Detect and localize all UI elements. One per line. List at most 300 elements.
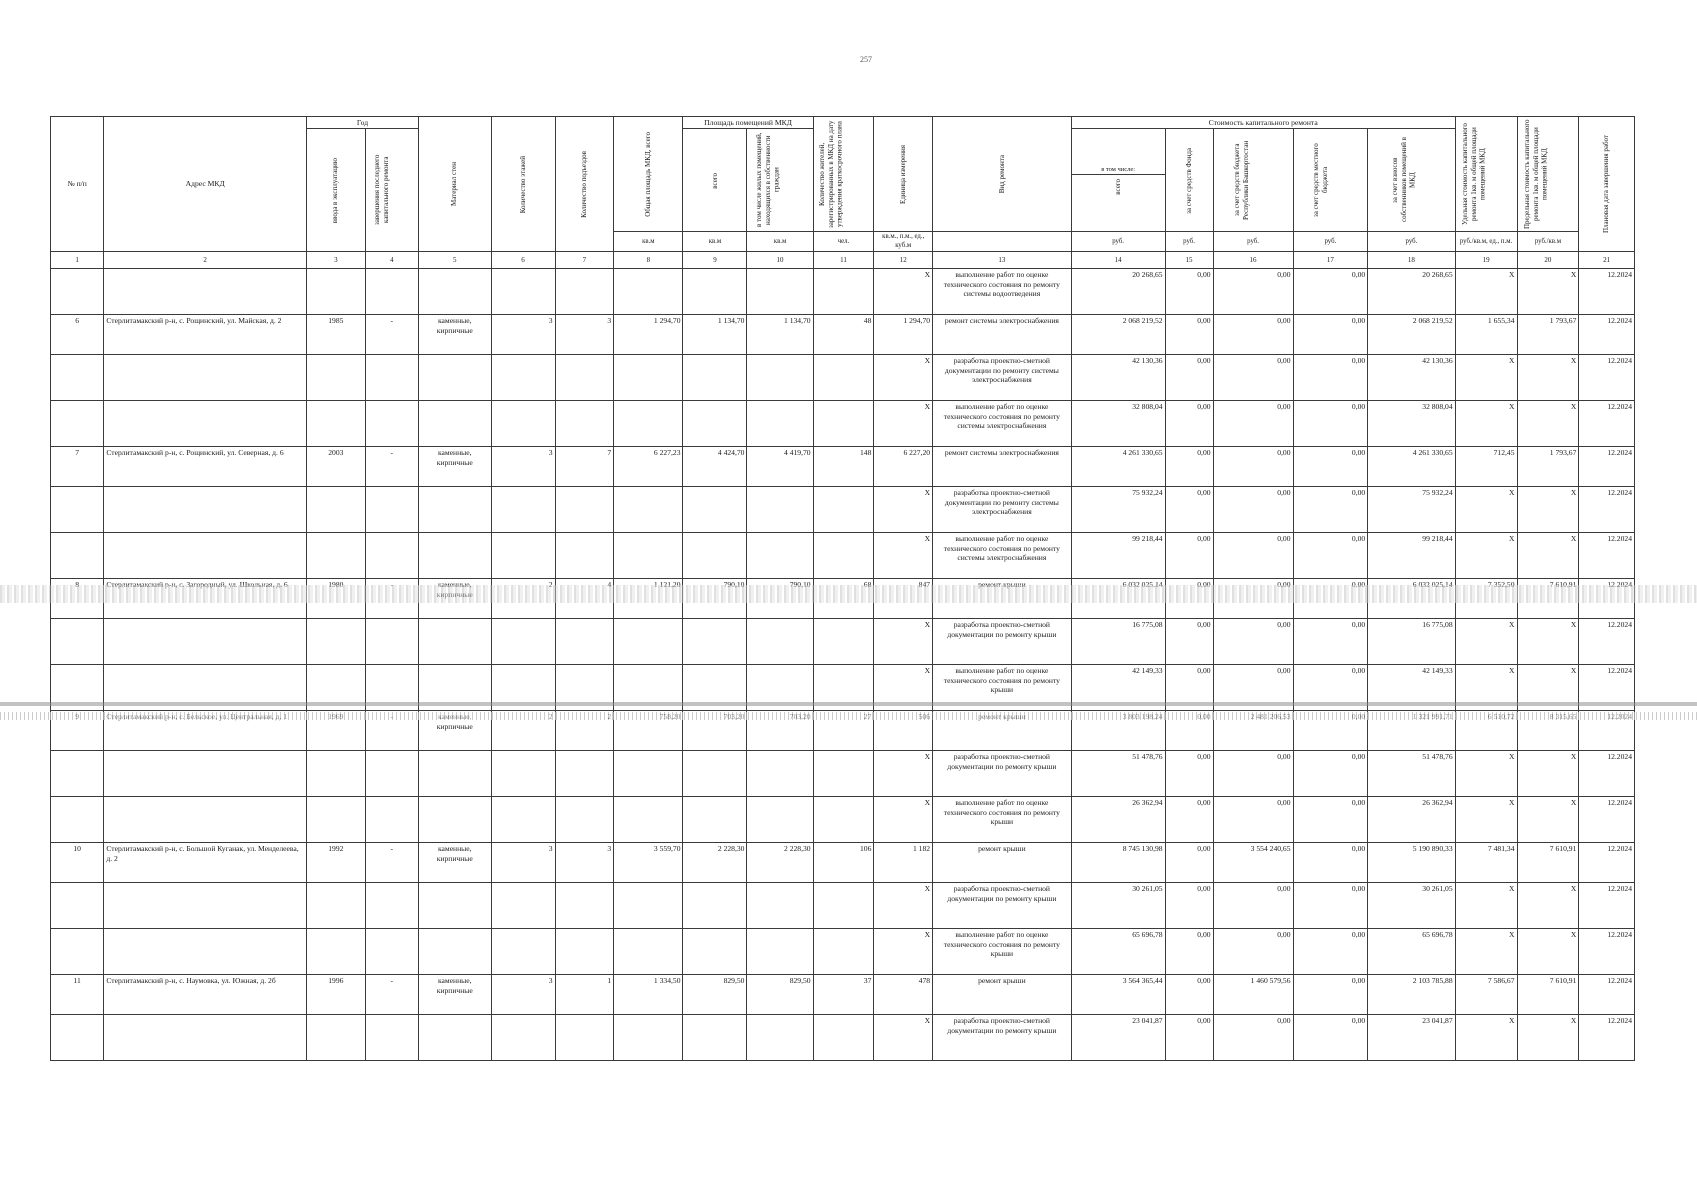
cell-material: каменные, кирпичные: [418, 315, 491, 355]
cell-unit: Х: [874, 665, 933, 711]
cell-owners: 42 149,33: [1368, 665, 1455, 711]
column-number: 5: [418, 252, 491, 269]
table-row: [51, 447, 1635, 487]
cell-people: [813, 883, 874, 929]
cell-local: 0,00: [1293, 929, 1368, 975]
cell-address: [104, 751, 307, 797]
cell-area_all: [683, 269, 747, 315]
cell-address: Стерлитамакский р-н, с. Рощинский, ул. Северная, д. 6: [104, 447, 307, 487]
cell-material: [418, 401, 491, 447]
cell-work: выполнение работ по оценке технического состояния по ремонту системы водоотведения: [933, 269, 1072, 315]
cell-address: [104, 1015, 307, 1061]
unit-cell: руб.: [1213, 232, 1293, 252]
cell-spec: 7 481,34: [1455, 843, 1517, 883]
cell-unit: Х: [874, 1015, 933, 1061]
cell-limit: 7 610,91: [1517, 579, 1579, 619]
cell-floors: [491, 401, 555, 447]
cell-owners: 32 808,04: [1368, 401, 1455, 447]
cell-area_res: [747, 269, 813, 315]
cell-num: 8: [51, 579, 104, 619]
cell-num: [51, 883, 104, 929]
cell-spec: Х: [1455, 619, 1517, 665]
cell-spec: Х: [1455, 751, 1517, 797]
table-body: [51, 269, 1635, 1061]
cell-spec: 1 655,34: [1455, 315, 1517, 355]
cell-rb: 0,00: [1213, 533, 1293, 579]
cell-spec: 7 352,50: [1455, 579, 1517, 619]
cell-area_all: 829,50: [683, 975, 747, 1015]
cell-year2: [365, 355, 418, 401]
cell-total: 6 032 025,14: [1071, 579, 1165, 619]
cell-rb: 3 554 240,65: [1213, 843, 1293, 883]
cell-entr: [555, 487, 614, 533]
cell-area: [614, 533, 683, 579]
cell-num: 11: [51, 975, 104, 1015]
cell-area_all: [683, 883, 747, 929]
cell-num: 6: [51, 315, 104, 355]
cell-material: [418, 883, 491, 929]
header-specific-cost: Удельная стоимость капитального ремонта 1кв. м общей площади помещений МКД: [1455, 117, 1517, 232]
cell-material: каменные, кирпичные: [418, 975, 491, 1015]
cell-spec: Х: [1455, 929, 1517, 975]
cell-material: каменные, кирпичные: [418, 843, 491, 883]
table-row: [51, 1015, 1635, 1061]
cell-rb: 0,00: [1213, 1015, 1293, 1061]
cell-limit: 1 793,67: [1517, 447, 1579, 487]
header-cost-republic: за счет средств бюджета Республики Башкортостан: [1213, 129, 1293, 232]
table-row: [51, 401, 1635, 447]
cell-year2: [365, 1015, 418, 1061]
cell-entr: [555, 269, 614, 315]
column-number: 19: [1455, 252, 1517, 269]
cell-people: [813, 355, 874, 401]
cell-entr: [555, 929, 614, 975]
cell-year1: [306, 533, 365, 579]
column-number: 4: [365, 252, 418, 269]
cell-total: 99 218,44: [1071, 533, 1165, 579]
cell-unit: Х: [874, 883, 933, 929]
cell-year1: [306, 619, 365, 665]
cell-date: 12.2024: [1579, 975, 1635, 1015]
cell-fund: 0,00: [1165, 883, 1213, 929]
cell-address: [104, 883, 307, 929]
cell-people: 48: [813, 315, 874, 355]
cell-year2: [365, 533, 418, 579]
cell-material: [418, 355, 491, 401]
cell-year1: 1985: [306, 315, 365, 355]
cell-entr: 4: [555, 579, 614, 619]
cell-date: 12.2024: [1579, 1015, 1635, 1061]
cell-local: 0,00: [1293, 579, 1368, 619]
cell-area_res: 1 134,70: [747, 315, 813, 355]
cell-year1: [306, 269, 365, 315]
cell-material: каменные, кирпичные: [418, 579, 491, 619]
unit-cell: чел.: [813, 232, 874, 252]
cell-year2: [365, 401, 418, 447]
cell-owners: 20 268,65: [1368, 269, 1455, 315]
cell-people: [813, 929, 874, 975]
cell-rb: 0,00: [1213, 797, 1293, 843]
cell-year2: [365, 269, 418, 315]
cell-people: [813, 401, 874, 447]
cell-address: [104, 797, 307, 843]
cell-entr: 3: [555, 843, 614, 883]
cell-entr: [555, 751, 614, 797]
cell-year2: [365, 929, 418, 975]
cell-area_res: [747, 1015, 813, 1061]
header-address: Адрес МКД: [104, 117, 307, 252]
cell-people: 148: [813, 447, 874, 487]
cell-entr: [555, 619, 614, 665]
cell-date: 12.2024: [1579, 929, 1635, 975]
cell-owners: 42 130,36: [1368, 355, 1455, 401]
cell-entr: [555, 1015, 614, 1061]
cell-year1: [306, 751, 365, 797]
cell-area_all: [683, 487, 747, 533]
table-row: [51, 751, 1635, 797]
cell-area_all: 1 134,70: [683, 315, 747, 355]
cell-area: [614, 619, 683, 665]
cell-entr: 7: [555, 447, 614, 487]
cell-unit: Х: [874, 269, 933, 315]
cell-owners: 2 068 219,52: [1368, 315, 1455, 355]
cell-total: 51 478,76: [1071, 751, 1165, 797]
cell-fund: 0,00: [1165, 843, 1213, 883]
cell-material: [418, 487, 491, 533]
cell-area_all: [683, 619, 747, 665]
cell-limit: 1 793,67: [1517, 315, 1579, 355]
cell-spec: Х: [1455, 533, 1517, 579]
cell-material: [418, 533, 491, 579]
cell-date: 12.2024: [1579, 579, 1635, 619]
cell-area_all: [683, 533, 747, 579]
cell-owners: 75 932,24: [1368, 487, 1455, 533]
cell-floors: 3: [491, 315, 555, 355]
cell-spec: Х: [1455, 487, 1517, 533]
cell-fund: 0,00: [1165, 975, 1213, 1015]
cell-year1: [306, 401, 365, 447]
cell-unit: 1 294,70: [874, 315, 933, 355]
cell-material: [418, 929, 491, 975]
cell-work: разработка проектно-сметной документации по ремонту системы электроснабжения: [933, 487, 1072, 533]
cell-area: [614, 269, 683, 315]
cell-work: ремонт крыши: [933, 975, 1072, 1015]
table-row: [51, 843, 1635, 883]
cell-total: 65 696,78: [1071, 929, 1165, 975]
cell-area_res: [747, 401, 813, 447]
column-number: 1: [51, 252, 104, 269]
cell-limit: 7 610,91: [1517, 843, 1579, 883]
cell-date: 12.2024: [1579, 619, 1635, 665]
cell-rb: 0,00: [1213, 751, 1293, 797]
cell-unit: Х: [874, 533, 933, 579]
cell-people: 68: [813, 579, 874, 619]
cell-area_res: [747, 533, 813, 579]
cell-limit: Х: [1517, 929, 1579, 975]
cell-address: [104, 533, 307, 579]
header-cost-owners: за счет взносов собственников помещений в МКД: [1368, 129, 1455, 232]
cell-date: 12.2024: [1579, 533, 1635, 579]
cell-area: [614, 1015, 683, 1061]
cell-owners: 23 041,87: [1368, 1015, 1455, 1061]
cell-limit: 7 610,91: [1517, 975, 1579, 1015]
unit-cell: руб./кв.м: [1517, 232, 1579, 252]
column-number: 2: [104, 252, 307, 269]
cell-entr: [555, 355, 614, 401]
column-number: 16: [1213, 252, 1293, 269]
header-cost-total: в том числе: всего: [1071, 129, 1165, 232]
cell-work: ремонт крыши: [933, 579, 1072, 619]
cell-spec: 712,45: [1455, 447, 1517, 487]
cell-floors: 3: [491, 975, 555, 1015]
cell-num: 10: [51, 843, 104, 883]
cell-work: ремонт крыши: [933, 843, 1072, 883]
cell-limit: Х: [1517, 797, 1579, 843]
cell-num: [51, 1015, 104, 1061]
cell-spec: Х: [1455, 797, 1517, 843]
cell-spec: Х: [1455, 401, 1517, 447]
cell-fund: 0,00: [1165, 929, 1213, 975]
cell-spec: Х: [1455, 883, 1517, 929]
unit-cell: кв.м: [683, 232, 747, 252]
header-area-group: Площадь помещений МКД: [683, 117, 813, 129]
table-row: [51, 487, 1635, 533]
header-work-type: Вид ремонта: [933, 117, 1072, 232]
cell-date: 12.2024: [1579, 751, 1635, 797]
cell-year2: [365, 487, 418, 533]
cell-area_res: [747, 797, 813, 843]
cell-material: кирпичные: [418, 711, 491, 751]
cell-owners: 16 775,08: [1368, 619, 1455, 665]
cell-owners: 65 696,78: [1368, 929, 1455, 975]
cell-owners: 99 218,44: [1368, 533, 1455, 579]
cell-rb: 0,00: [1213, 447, 1293, 487]
cell-address: Стерлитамакский р-н, с. Загородный, ул. Школьная, д. 6: [104, 579, 307, 619]
cell-entr: 3: [555, 315, 614, 355]
column-number: 18: [1368, 252, 1455, 269]
unit-cell: руб.: [1165, 232, 1213, 252]
cell-work: ремонт системы электроснабжения: [933, 447, 1072, 487]
cell-fund: 0,00: [1165, 269, 1213, 315]
cell-local: 0,00: [1293, 797, 1368, 843]
cell-total: 42 130,36: [1071, 355, 1165, 401]
cell-work: разработка проектно-сметной документации по ремонту крыши: [933, 1015, 1072, 1061]
cell-limit: Х: [1517, 533, 1579, 579]
table-row: [51, 797, 1635, 843]
cell-year1: 1992: [306, 843, 365, 883]
cell-fund: 0,00: [1165, 579, 1213, 619]
cell-floors: [491, 751, 555, 797]
cell-total: 3 564 365,44: [1071, 975, 1165, 1015]
cell-year1: 2003: [306, 447, 365, 487]
cell-num: [51, 355, 104, 401]
cell-area: [614, 929, 683, 975]
column-number: 7: [555, 252, 614, 269]
cell-num: [51, 533, 104, 579]
cell-year1: [306, 355, 365, 401]
cell-local: 0,00: [1293, 665, 1368, 711]
header-entrances: Количество подъездов: [555, 117, 614, 252]
cell-owners: 51 478,76: [1368, 751, 1455, 797]
cell-address: [104, 355, 307, 401]
unit-cell: руб.: [1368, 232, 1455, 252]
cell-rb: 0,00: [1213, 883, 1293, 929]
cell-year2: -: [365, 579, 418, 619]
cell-people: [813, 1015, 874, 1061]
cell-limit: Х: [1517, 269, 1579, 315]
cell-unit: Х: [874, 797, 933, 843]
cell-work: выполнение работ по оценке технического состояния по ремонту системы электроснабжения: [933, 401, 1072, 447]
cell-area_all: [683, 355, 747, 401]
cell-entr: 1: [555, 975, 614, 1015]
cell-people: [813, 533, 874, 579]
cell-people: 37: [813, 975, 874, 1015]
header-area-residents: в том числе жилых помещений, находящихся в собственности граждан: [747, 129, 813, 232]
cell-floors: [491, 619, 555, 665]
cell-address: [104, 929, 307, 975]
cell-local: 0,00: [1293, 269, 1368, 315]
cell-date: 12.2024: [1579, 447, 1635, 487]
cell-num: [51, 619, 104, 665]
cell-area_all: [683, 751, 747, 797]
cell-limit: Х: [1517, 355, 1579, 401]
cell-unit: Х: [874, 487, 933, 533]
cell-spec: 7 586,67: [1455, 975, 1517, 1015]
cell-rb: 0,00: [1213, 929, 1293, 975]
header-cost-fund: за счет средств Фонда: [1165, 129, 1213, 232]
cell-area_all: [683, 797, 747, 843]
cell-fund: 0,00: [1165, 447, 1213, 487]
cell-total: 16 775,08: [1071, 619, 1165, 665]
cell-material: [418, 751, 491, 797]
cell-unit: 1 182: [874, 843, 933, 883]
unit-cell: кв.м: [614, 232, 683, 252]
cell-area: [614, 797, 683, 843]
column-number: 10: [747, 252, 813, 269]
header-cost-incl: в том числе:: [1072, 166, 1165, 175]
cell-area: [614, 487, 683, 533]
header-units-measure: Единица измерения: [874, 117, 933, 232]
cell-floors: [491, 929, 555, 975]
cell-local: 0,00: [1293, 487, 1368, 533]
scan-noise-line: [0, 702, 1697, 706]
cell-spec: Х: [1455, 269, 1517, 315]
cell-fund: 0,00: [1165, 751, 1213, 797]
cell-limit: Х: [1517, 401, 1579, 447]
cell-material: [418, 619, 491, 665]
cell-fund: 0,00: [1165, 1015, 1213, 1061]
cell-limit: Х: [1517, 1015, 1579, 1061]
scan-noise-band: [0, 585, 1697, 603]
cell-entr: [555, 797, 614, 843]
cell-year2: -: [365, 315, 418, 355]
cell-limit: Х: [1517, 751, 1579, 797]
cell-local: 0,00: [1293, 843, 1368, 883]
cell-rb: 1 460 579,56: [1213, 975, 1293, 1015]
cell-area: 1 334,50: [614, 975, 683, 1015]
table-header: [51, 117, 1635, 269]
cell-work: разработка проектно-сметной документации по ремонту крыши: [933, 751, 1072, 797]
cell-address: [104, 619, 307, 665]
header-area-total: всего: [683, 129, 747, 232]
cell-total: 4 261 330,65: [1071, 447, 1165, 487]
cell-limit: Х: [1517, 883, 1579, 929]
table-row: [51, 929, 1635, 975]
cell-num: [51, 751, 104, 797]
cell-rb: 0,00: [1213, 579, 1293, 619]
cell-area_res: 790,10: [747, 579, 813, 619]
column-number: 15: [1165, 252, 1213, 269]
header-cost-local: за счет средств местного бюджета: [1293, 129, 1368, 232]
column-number: 6: [491, 252, 555, 269]
unit-cell: руб./кв.м, ед., п.м.: [1455, 232, 1517, 252]
column-number: 8: [614, 252, 683, 269]
cell-area: [614, 751, 683, 797]
header-limit-cost: Предельная стоимость капитального ремонта 1кв. м общей площади помещений МКД: [1517, 117, 1579, 232]
cell-floors: [491, 533, 555, 579]
cell-area: 1 294,70: [614, 315, 683, 355]
header-cost-group: Стоимость капитального ремонта: [1071, 117, 1455, 129]
cell-local: 0,00: [1293, 355, 1368, 401]
column-number: 20: [1517, 252, 1579, 269]
cell-year1: 1980: [306, 579, 365, 619]
unit-cell: руб.: [1071, 232, 1165, 252]
cell-material: [418, 1015, 491, 1061]
cell-spec: Х: [1455, 355, 1517, 401]
header-year-group: Год: [306, 117, 418, 129]
page-number: 257: [860, 55, 872, 64]
cell-fund: 0,00: [1165, 315, 1213, 355]
cell-material: [418, 269, 491, 315]
cell-num: [51, 929, 104, 975]
column-number: 3: [306, 252, 365, 269]
cell-address: Стерлитамакский р-н, с. Наумовка, ул. Южная, д. 2б: [104, 975, 307, 1015]
cell-floors: 2: [491, 579, 555, 619]
cell-area_res: 2 228,30: [747, 843, 813, 883]
cell-people: [813, 619, 874, 665]
cell-area_all: 2 228,30: [683, 843, 747, 883]
cell-fund: 0,00: [1165, 665, 1213, 711]
cell-people: [813, 487, 874, 533]
table-row: [51, 315, 1635, 355]
cell-floors: [491, 1015, 555, 1061]
column-number: 12: [874, 252, 933, 269]
cell-fund: 0,00: [1165, 401, 1213, 447]
cell-num: [51, 487, 104, 533]
cell-unit: Х: [874, 619, 933, 665]
cell-area: 3 559,70: [614, 843, 683, 883]
cell-fund: 0,00: [1165, 533, 1213, 579]
cell-rb: 0,00: [1213, 401, 1293, 447]
cell-area_all: [683, 401, 747, 447]
cell-fund: 0,00: [1165, 355, 1213, 401]
cell-limit: Х: [1517, 665, 1579, 711]
header-wall-material: Материал стен: [418, 117, 491, 252]
cell-date: 12.2024: [1579, 843, 1635, 883]
cell-floors: [491, 797, 555, 843]
cell-num: [51, 797, 104, 843]
cell-year2: [365, 797, 418, 843]
cell-address: [104, 269, 307, 315]
cell-total: 23 041,87: [1071, 1015, 1165, 1061]
cell-rb: 0,00: [1213, 269, 1293, 315]
cell-floors: 3: [491, 447, 555, 487]
scan-noise-band: [0, 712, 1697, 720]
cell-unit: Х: [874, 751, 933, 797]
header-deadline: Плановая дата завершения работ: [1579, 117, 1635, 252]
cell-area_all: [683, 929, 747, 975]
column-numbers-row: [51, 252, 1635, 269]
